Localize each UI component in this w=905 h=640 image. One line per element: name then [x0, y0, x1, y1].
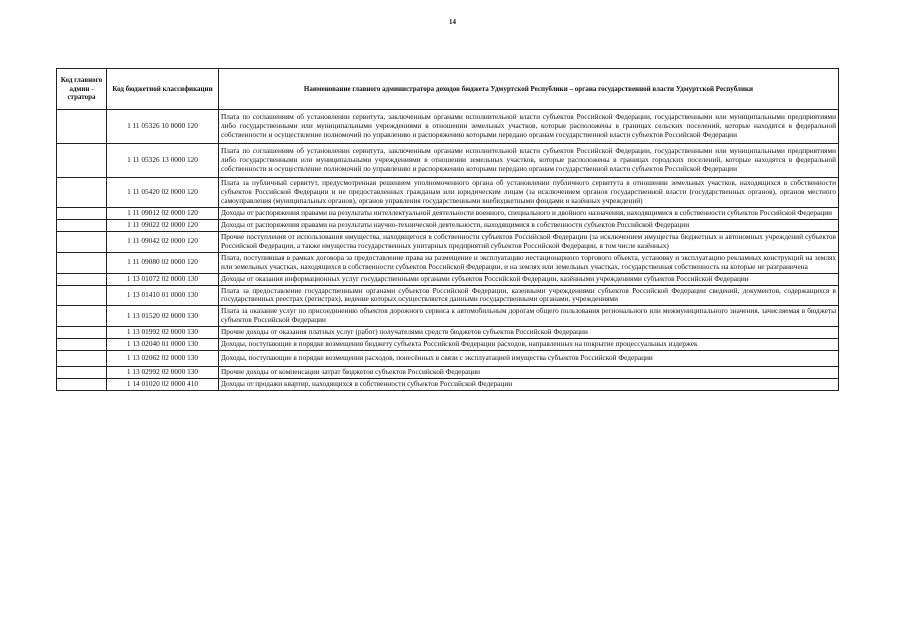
budget-code-cell: 1 13 02062 02 0000 130 [107, 351, 219, 367]
table-row [57, 339, 839, 351]
budget-code-cell: 1 11 09012 02 0000 120 [107, 207, 219, 219]
budget-code-cell: 1 13 02040 01 0000 130 [107, 339, 219, 351]
admin-code-cell [57, 207, 107, 219]
description-cell: Прочие поступления от использования имущества, находящегося в собственности субъектов Российской Федерации (за исключением имущества бюджетных и автономных учреждений субъектов Российской Федерации, а также имущества государственных унитарных предприятий субъектов Российской Федерации, в том числе казённых) [219, 231, 839, 252]
admin-code-cell [57, 351, 107, 367]
admin-code-cell [57, 306, 107, 327]
admin-code-cell [57, 219, 107, 231]
description-cell: Плата по соглашениям об установлении сервитута, заключенным органами исполнительной власти субъектов Российской Федерации, государственными или муниципальными предприятиями либо государственными или муниципальными учреждениями в отношении земельных участков, которые расположены в границах сельских поселений, которые находятся в федеральной собственности и осуществление полномочий по управлению и распоряжению которыми передано органам государственной власти субъектов Российской Федерации [219, 110, 839, 144]
table-row [57, 367, 839, 379]
description-cell: Прочие доходы от оказания платных услуг (работ) получателями средств бюджетов субъектов Российской Федерации [219, 327, 839, 339]
admin-code-cell [57, 143, 107, 177]
budget-code-cell: 1 11 09042 02 0000 120 [107, 231, 219, 252]
budget-code-cell: 1 13 01072 02 0000 130 [107, 273, 219, 285]
revenue-administrators-table [56, 68, 839, 391]
header-budget-classification-code: Код бюджетной классификации [107, 69, 219, 110]
admin-code-cell [57, 231, 107, 252]
description-cell: Плата, поступившая в рамках договора за предоставление права на размещение и эксплуатацию нестационарного торгового объекта, установку и эксплуатацию рекламных конструкций на землях или земельных участках, находящихся в собственности субъектов Российской Федерации, и на землях или земельных участках, государственная собственность на которые не разграничена [219, 252, 839, 273]
description-cell: Прочие доходы от компенсации затрат бюджетов субъектов Российской Федерации [219, 367, 839, 379]
table-row [57, 207, 839, 219]
description-cell: Плата по соглашениям об установлении сервитута, заключенным органами исполнительной власти субъектов Российской Федерации, государственными или муниципальными предприятиями либо государственными или муниципальными учреждениями в отношении земельных участков, которые расположены в границах городских поселений, которые находятся в федеральной собственности и осуществление полномочий по управлению и распоряжению которыми передано органам государственной власти субъектов Российской Федерации [219, 143, 839, 177]
table-row [57, 110, 839, 144]
budget-code-cell: 1 13 01410 01 0000 130 [107, 285, 219, 306]
table-row [57, 306, 839, 327]
table-row [57, 351, 839, 367]
table-row [57, 379, 839, 391]
admin-code-cell [57, 110, 107, 144]
description-cell: Плата за предоставление государственными органами субъектов Российской Федерации, казенными учреждениями субъектов Российской Федерации сведений, документов, содержащихся в государственных реестрах (регистрах), ведение которых осуществляется данными государственными органами, учреждениями [219, 285, 839, 306]
budget-code-cell: 1 11 05420 02 0000 120 [107, 177, 219, 207]
admin-code-cell [57, 273, 107, 285]
budget-code-cell: 1 13 02992 02 0000 130 [107, 367, 219, 379]
budget-code-cell: 1 11 05326 13 0000 120 [107, 143, 219, 177]
table-row [57, 327, 839, 339]
budget-code-cell: 1 13 01520 02 0000 130 [107, 306, 219, 327]
description-cell: Доходы от оказания информационных услуг государственными органами субъектов Российской Федерации, казёнными учреждениями субъектов Российской Федерации [219, 273, 839, 285]
admin-code-cell [57, 327, 107, 339]
admin-code-cell [57, 339, 107, 351]
table-row [57, 273, 839, 285]
admin-code-cell [57, 285, 107, 306]
budget-code-cell: 1 11 09022 02 0000 120 [107, 219, 219, 231]
admin-code-cell [57, 252, 107, 273]
admin-code-cell [57, 177, 107, 207]
admin-code-cell [57, 367, 107, 379]
table-row [57, 285, 839, 306]
description-cell: Доходы от распоряжения правами на результаты научно-технической деятельности, находящимися в собственности субъектов Российской Федерации [219, 219, 839, 231]
description-cell: Доходы, поступающие в порядке возмещения бюджету субъекта Российской Федерации расходов, направленных на покрытие процессуальных издержек [219, 339, 839, 351]
budget-code-cell: 1 11 09080 02 0000 120 [107, 252, 219, 273]
table-row [57, 177, 839, 207]
description-cell: Доходы от распоряжения правами на результаты интеллектуальной деятельности военного, специального и двойного назначения, находящимися в собственности субъектов Российской Федерации [219, 207, 839, 219]
description-cell: Доходы от продажи квартир, находящихся в собственности субъектов Российской Федерации [219, 379, 839, 391]
table-header-row [57, 69, 839, 110]
admin-code-cell [57, 379, 107, 391]
header-admin-code: Код главного админ - стратора [57, 69, 107, 110]
table-row [57, 143, 839, 177]
table-row [57, 252, 839, 273]
table-row [57, 231, 839, 252]
description-cell: Доходы, поступающие в порядке возмещения расходов, понесённых в связи с эксплуатацией имущества субъектов Российской Федерации [219, 351, 839, 367]
page-number: 14 [449, 18, 456, 26]
budget-code-cell: 1 11 05326 10 0000 120 [107, 110, 219, 144]
description-cell: Плата за публичный сервитут, предусмотренная решением уполномоченного органа об установлении публичного сервитута в отношении земельных участков, находящихся в собственности субъектов Российской Федерации и не предоставленных гражданам или юридическим лицам (за исключением органов государственной власти (государственных органов), органов местного самоуправления (муниципальных органов), органов управления государственными внебюджетными фондами и казённых учреждений) [219, 177, 839, 207]
table-row [57, 219, 839, 231]
budget-code-cell: 1 14 01020 02 0000 410 [107, 379, 219, 391]
description-cell: Плата за оказание услуг по присоединению объектов дорожного сервиса к автомобильным дорогам общего пользования регионального или межмуниципального значения, зачисляемая в бюджеты субъектов Российской Федерации [219, 306, 839, 327]
header-administrator-name: Наименование главного администратора доходов бюджета Удмуртской Республики – органа государственной власти Удмуртской Республики [219, 69, 839, 110]
budget-code-cell: 1 13 01992 02 0000 130 [107, 327, 219, 339]
